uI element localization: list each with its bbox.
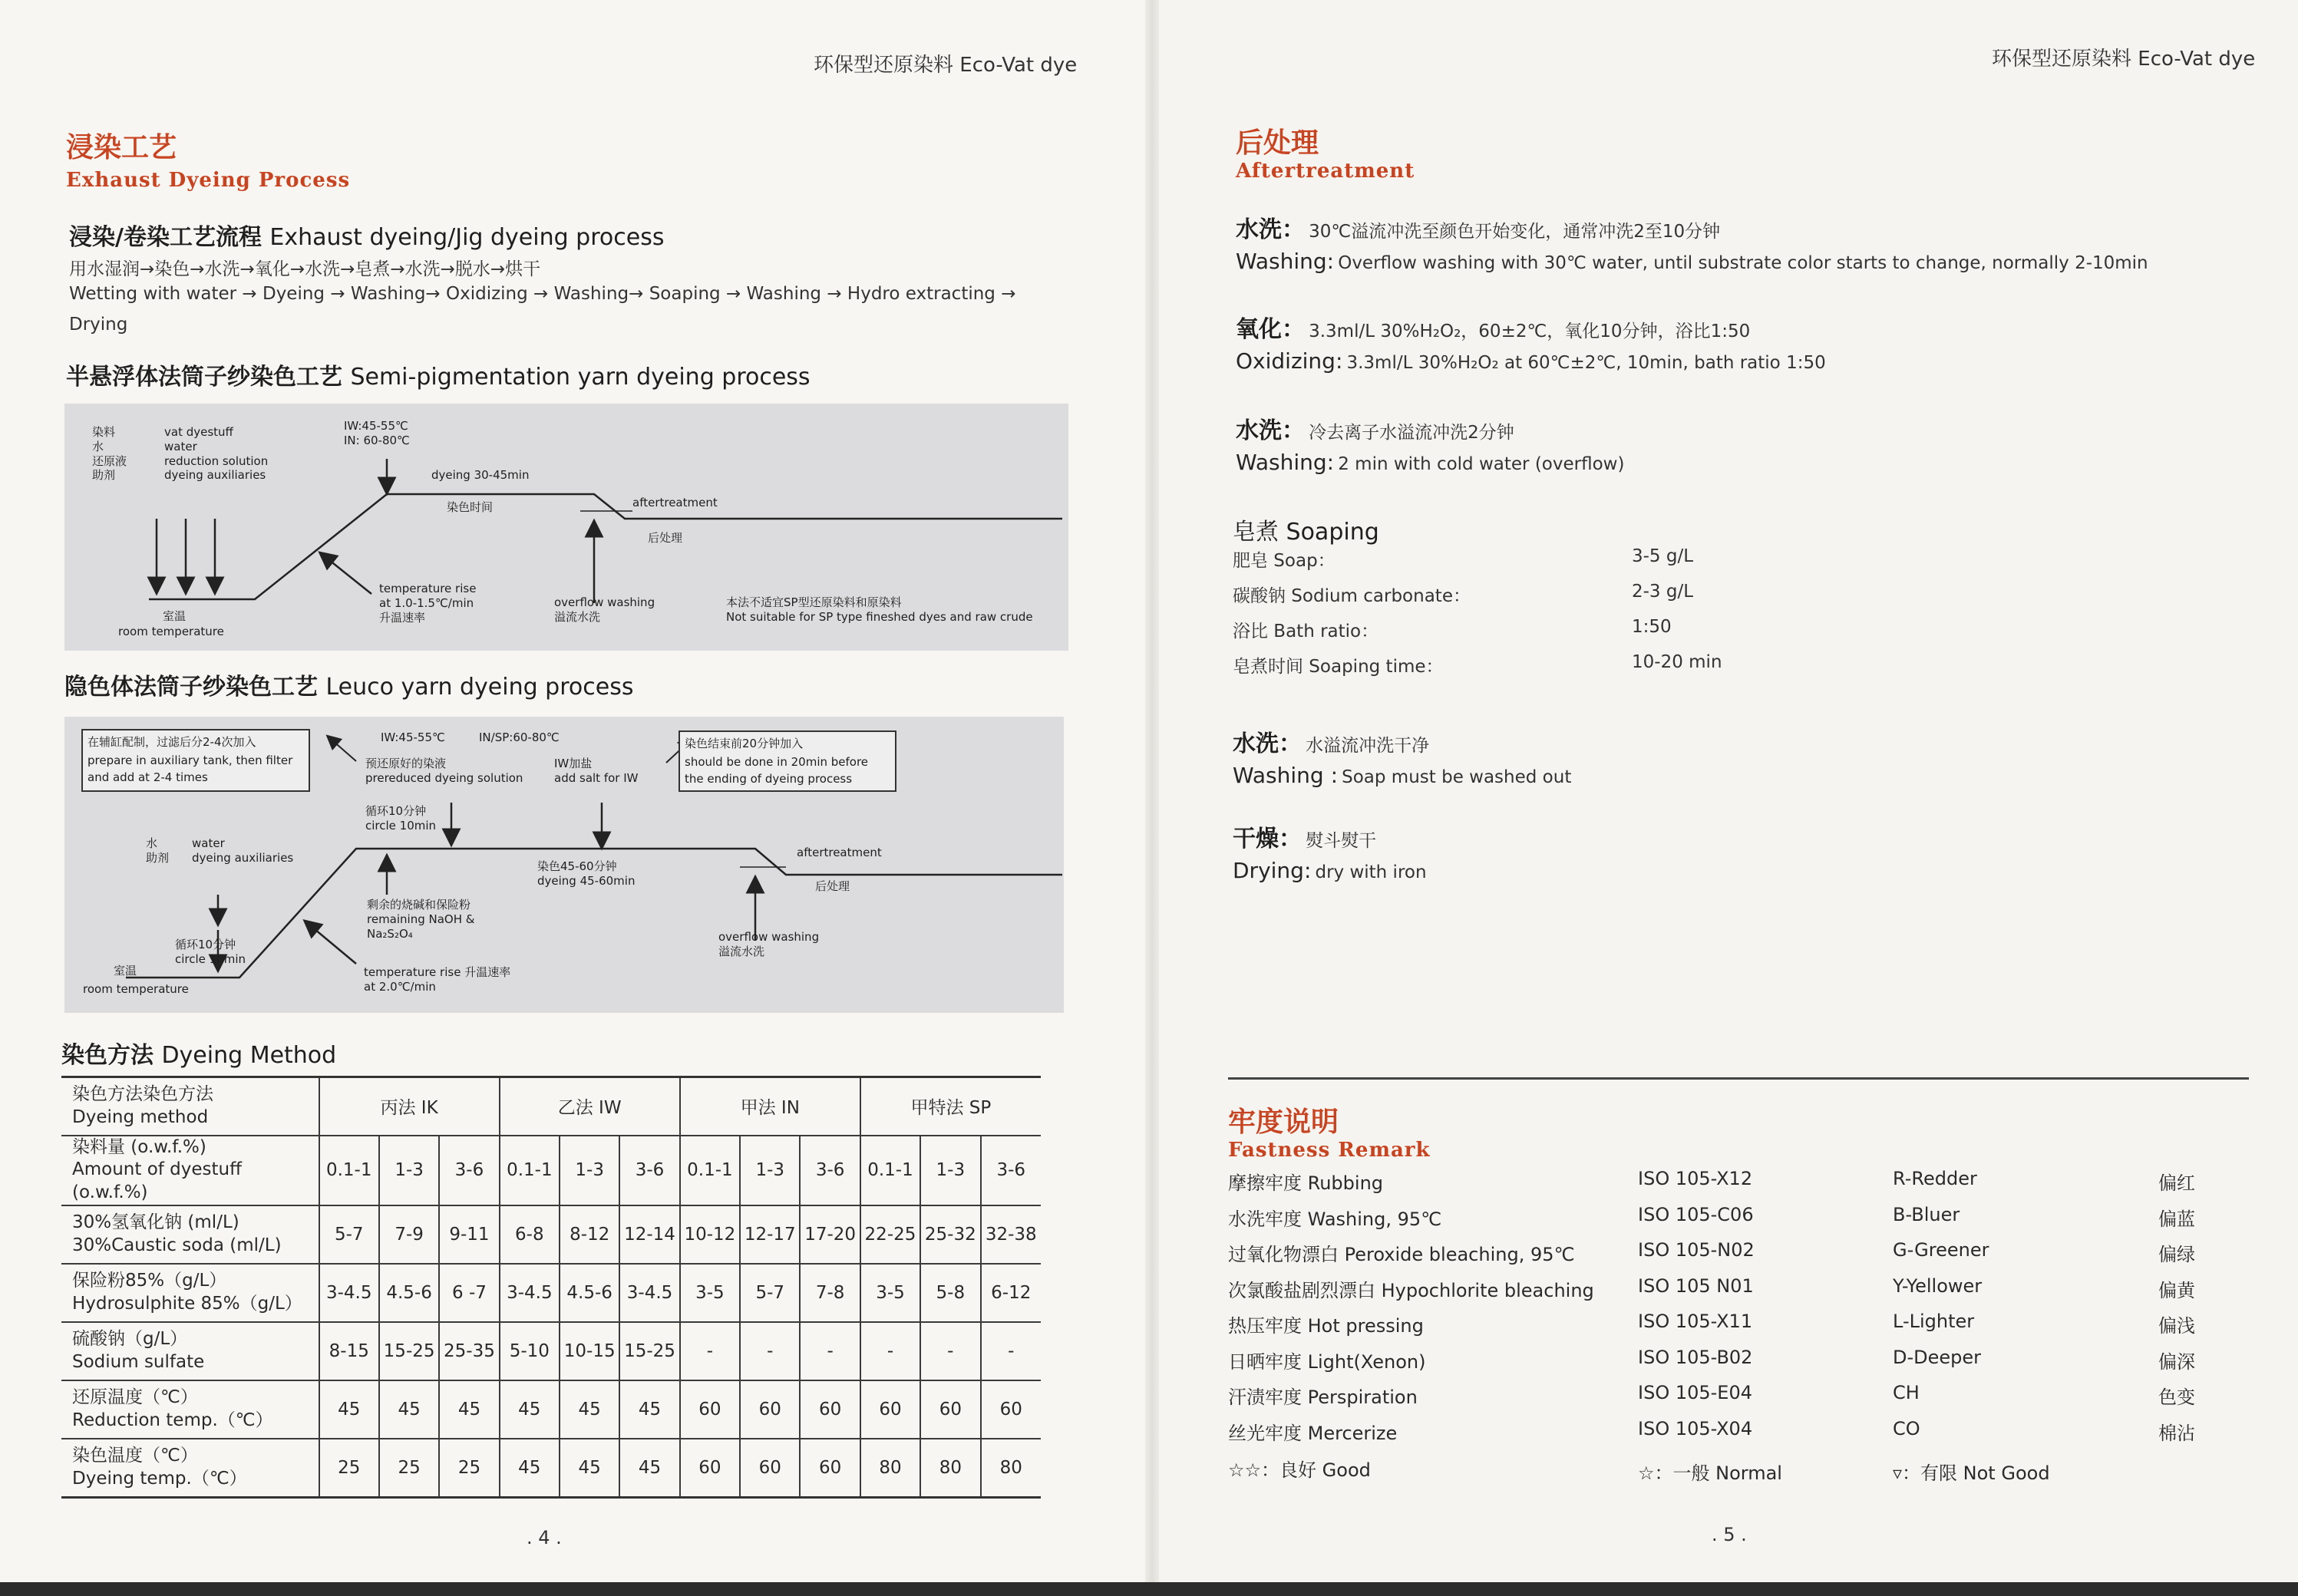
dyeing-method-table bbox=[61, 1076, 1041, 1499]
table-cell: 4.5-6 bbox=[379, 1264, 439, 1322]
leuco-diagram bbox=[64, 717, 1064, 1013]
table-cell: 60 bbox=[680, 1439, 740, 1497]
table-cell: 45 bbox=[500, 1439, 560, 1497]
washing2: 水洗： 冷去离子水溢流冲洗2分钟 Washing: 2 min with cold water (overflow) bbox=[1236, 417, 1625, 475]
fastness-cn: 色变 bbox=[2158, 1387, 2195, 1408]
row-label: 硫酸钠（g/L） Sodium sulfate bbox=[61, 1322, 319, 1380]
table-row bbox=[61, 1322, 1041, 1380]
table-cell: 3-5 bbox=[860, 1264, 920, 1322]
table-cell: 5-10 bbox=[500, 1322, 560, 1380]
section-title-en: Exhaust Dyeing Process bbox=[66, 169, 351, 192]
table-cell: 25 bbox=[379, 1439, 439, 1497]
table-cell: 12-14 bbox=[619, 1205, 679, 1264]
table-cell: 25 bbox=[319, 1439, 379, 1497]
table-cell: 45 bbox=[560, 1439, 619, 1497]
table-cell: 6 -7 bbox=[439, 1264, 499, 1322]
aftertreatment-en: aftertreatment bbox=[797, 846, 882, 859]
fastness-cn: 偏绿 bbox=[2158, 1244, 2195, 1265]
fastness-iso: ISO 105-X04 bbox=[1638, 1417, 1753, 1439]
fastness-iso: ISO 105-X12 bbox=[1638, 1168, 1753, 1189]
section-title-en: Aftertreatment bbox=[1236, 160, 1415, 183]
page-number: . 4 . bbox=[527, 1527, 562, 1548]
fastness-code: G-Greener bbox=[1893, 1239, 1989, 1261]
soaping-row bbox=[1233, 652, 1770, 688]
fastness-row bbox=[1228, 1347, 2226, 1383]
water-aux-cn: 水 助剂 bbox=[146, 836, 170, 865]
table-cell: 45 bbox=[379, 1380, 439, 1439]
aftertreatment-en: aftertreatment bbox=[632, 496, 718, 509]
dyeing-method-title: 染色方法 Dyeing Method bbox=[61, 1042, 337, 1069]
fastness-cn: 偏蓝 bbox=[2158, 1208, 2195, 1230]
table-cell: 60 bbox=[740, 1380, 800, 1439]
fastness-iso: ISO 105-N02 bbox=[1638, 1239, 1755, 1261]
table-cell: 60 bbox=[860, 1380, 920, 1439]
table-cell: 60 bbox=[920, 1380, 980, 1439]
fastness-list bbox=[1228, 1168, 2226, 1453]
fastness-name: 次氯酸盐剧烈漂白 Hypochlorite bleaching bbox=[1228, 1279, 1594, 1301]
table-cell: 7-9 bbox=[379, 1205, 439, 1264]
fastness-iso: ISO 105-E04 bbox=[1638, 1382, 1753, 1403]
table-cell: 60 bbox=[740, 1439, 800, 1497]
process3-title: 隐色体法筒子纱染色工艺 Leuco yarn dyeing process bbox=[64, 674, 634, 701]
fastness-row bbox=[1228, 1418, 2226, 1454]
prereduced-label: 预还原好的染液 prereduced dyeing solution bbox=[365, 757, 523, 785]
table-cell: 25 bbox=[439, 1439, 499, 1497]
table-cell: 60 bbox=[981, 1380, 1041, 1439]
table-cell: - bbox=[740, 1322, 800, 1380]
fastness-cn: 偏红 bbox=[2158, 1172, 2195, 1194]
temp-rise-label: temperature rise at 1.0-1.5℃/min 升温速率 bbox=[379, 582, 477, 625]
salt-label: IW加盐 add salt for IW bbox=[554, 757, 639, 785]
note-box-auxiliary: 在辅缸配制，过滤后分2-4次加入 prepare in auxiliary tank, then filter and add at 2-4 times bbox=[81, 729, 310, 792]
page-number: . 5 . bbox=[1712, 1524, 1747, 1545]
dyeing-time-cn: 染色时间 bbox=[447, 500, 494, 514]
temp-label: IW:45-55℃ IN: 60-80℃ bbox=[344, 419, 410, 447]
row-label: 30%氢氧化钠 (ml/L) 30%Caustic soda (ml/L) bbox=[61, 1205, 319, 1264]
fastness-title-en: Fastness Remark bbox=[1228, 1139, 1431, 1162]
table-cell: 4.5-6 bbox=[560, 1264, 619, 1322]
fastness-row bbox=[1228, 1275, 2226, 1311]
table-row bbox=[61, 1205, 1041, 1264]
table-cell: 1-3 bbox=[920, 1136, 980, 1206]
table-cell: 45 bbox=[560, 1380, 619, 1439]
row-label: 还原温度（℃） Reduction temp.（℃） bbox=[61, 1380, 319, 1439]
temp-iw: IW:45-55℃ bbox=[381, 730, 445, 744]
table-cell: 0.1-1 bbox=[500, 1136, 560, 1206]
soaping-list bbox=[1233, 546, 1770, 688]
dyeing-duration: 染色45-60分钟 dyeing 45-60min bbox=[537, 859, 636, 888]
chem-cn-list: 染料 水 还原液 助剂 bbox=[92, 425, 127, 483]
temp-rise-label: temperature rise 升温速率 at 2.0℃/min bbox=[364, 965, 511, 994]
semi-pigmentation-diagram bbox=[64, 404, 1068, 651]
method-ik: 丙法 IK bbox=[319, 1077, 500, 1136]
fastness-code: CO bbox=[1893, 1417, 1920, 1439]
soaping-value: 3-5 g/L bbox=[1632, 546, 1694, 566]
right-page bbox=[1151, 0, 2298, 1596]
soaping-value: 2-3 g/L bbox=[1632, 582, 1694, 602]
table-cell: 3-4.5 bbox=[500, 1264, 560, 1322]
table-cell: 3-6 bbox=[619, 1136, 679, 1206]
note-box-ending: 染色结束前20分钟加入 should be done in 20min before the ending of dyeing process bbox=[679, 730, 896, 792]
fastness-iso: ISO 105-X11 bbox=[1638, 1311, 1753, 1332]
fastness-code: B-Bluer bbox=[1893, 1203, 1960, 1225]
drying: 干燥： 熨斗熨干 Drying: dry with iron bbox=[1233, 826, 1427, 883]
table-cell: 0.1-1 bbox=[860, 1136, 920, 1206]
fastness-name: 过氧化物漂白 Peroxide bleaching, 95℃ bbox=[1228, 1244, 1575, 1265]
circle-label: 循环10分钟 circle 10min bbox=[365, 804, 437, 833]
fastness-row bbox=[1228, 1311, 2226, 1347]
oxidizing: 氧化： 3.3ml/L 30%H₂O₂，60±2℃，氧化10分钟，浴比1:50 Oxidizing: 3.3ml/L 30%H₂O₂ at 60℃±2℃, 10min, bath ratio 1:50 bbox=[1236, 316, 1826, 374]
table-cell: 1-3 bbox=[740, 1136, 800, 1206]
table-cell: 80 bbox=[860, 1439, 920, 1497]
table-cell: 25-35 bbox=[439, 1322, 499, 1380]
section-title-cn: 浸染工艺 bbox=[66, 132, 177, 163]
row-label: 染色温度（℃） Dyeing temp.（℃） bbox=[61, 1439, 319, 1497]
page-header: 环保型还原染料 Eco-Vat dye bbox=[1992, 48, 2256, 71]
table-cell: 60 bbox=[800, 1439, 860, 1497]
room-temp-cn: 室温 bbox=[114, 964, 137, 978]
soaping-row bbox=[1233, 582, 1770, 617]
soaping-label: 碳酸钠 Sodium carbonate： bbox=[1233, 586, 1471, 606]
table-cell: 5-7 bbox=[319, 1205, 379, 1264]
legend-not-good: ▿：有限 Not Good bbox=[1893, 1462, 2050, 1484]
room-temp-en: room temperature bbox=[83, 982, 189, 996]
table-cell: - bbox=[680, 1322, 740, 1380]
table-cell: 10-12 bbox=[680, 1205, 740, 1264]
fastness-title-cn: 牢度说明 bbox=[1228, 1106, 1339, 1138]
temp-in: IN/SP:60-80℃ bbox=[479, 730, 560, 744]
fastness-iso: ISO 105-B02 bbox=[1638, 1346, 1753, 1368]
fastness-name: 摩擦牢度 Rubbing bbox=[1228, 1172, 1384, 1194]
process1-title: 浸染/卷染工艺流程 Exhaust dyeing/Jig dyeing process bbox=[69, 224, 665, 251]
soaping-title: 皂煮 Soaping bbox=[1233, 519, 1379, 546]
fastness-row bbox=[1228, 1382, 2226, 1418]
soaping-row bbox=[1233, 617, 1770, 652]
method-sp: 甲特法 SP bbox=[860, 1077, 1041, 1136]
table-cell: 8-12 bbox=[560, 1205, 619, 1264]
fastness-cn: 棉沾 bbox=[2158, 1422, 2195, 1444]
table-cell: 60 bbox=[800, 1380, 860, 1439]
method-in: 甲法 IN bbox=[680, 1077, 860, 1136]
table-cell: 25-32 bbox=[920, 1205, 980, 1264]
table-cell: 45 bbox=[319, 1380, 379, 1439]
table-cell: 12-17 bbox=[740, 1205, 800, 1264]
fastness-name: 日晒牢度 Light(Xenon) bbox=[1228, 1350, 1426, 1373]
table-cell: 80 bbox=[981, 1439, 1041, 1497]
legend-normal: ☆：一般 Normal bbox=[1638, 1462, 1782, 1484]
table-cell: 1-3 bbox=[379, 1136, 439, 1206]
table-header-label: 染色方法染色方法 Dyeing method bbox=[61, 1077, 319, 1136]
table-cell: - bbox=[800, 1322, 860, 1380]
soaping-label: 肥皂 Soap： bbox=[1233, 551, 1336, 571]
table-cell: 7-8 bbox=[800, 1264, 860, 1322]
table-cell: - bbox=[920, 1322, 980, 1380]
fastness-code: Y-Yellower bbox=[1893, 1274, 1983, 1297]
washing1: 水洗： 30℃溢流冲洗至颜色开始变化，通常冲洗2至10分钟 Washing: Overflow washing with 30℃ water, until substrate color starts to change, normally 2-10min bbox=[1236, 216, 2148, 274]
divider bbox=[1228, 1077, 2249, 1080]
table-cell: 17-20 bbox=[800, 1205, 860, 1264]
fastness-code: R-Redder bbox=[1893, 1168, 1977, 1189]
table-cell: 3-4.5 bbox=[319, 1264, 379, 1322]
table-cell: 60 bbox=[680, 1380, 740, 1439]
fastness-name: 水洗牢度 Washing, 95℃ bbox=[1228, 1208, 1442, 1230]
table-cell: 80 bbox=[920, 1439, 980, 1497]
soaping-value: 10-20 min bbox=[1632, 652, 1722, 672]
note-label: 本法不适宜SP型还原染料和原染料 Not suitable for SP type fineshed dyes and raw crude bbox=[726, 595, 1033, 624]
fastness-code: CH bbox=[1893, 1382, 1920, 1403]
table-cell: 3-6 bbox=[981, 1136, 1041, 1206]
fastness-row bbox=[1228, 1239, 2226, 1275]
soaping-label: 皂煮时间 Soaping time： bbox=[1233, 657, 1444, 677]
fastness-row bbox=[1228, 1204, 2226, 1240]
fastness-row bbox=[1228, 1168, 2226, 1204]
fastness-name: 丝光牢度 Mercerize bbox=[1228, 1422, 1398, 1444]
book-spine bbox=[1145, 0, 1159, 1596]
scan-edge bbox=[0, 1582, 2298, 1596]
table-cell: 3-6 bbox=[439, 1136, 499, 1206]
table-cell: 0.1-1 bbox=[680, 1136, 740, 1206]
table-header-row bbox=[61, 1077, 1041, 1136]
table-cell: 45 bbox=[619, 1439, 679, 1497]
process2-title: 半悬浮体法筒子纱染色工艺 Semi-pigmentation yarn dyeing process bbox=[66, 364, 811, 391]
circle2-label: 循环10分钟 circle 10min bbox=[175, 938, 246, 966]
table-cell: 1-3 bbox=[560, 1136, 619, 1206]
table-cell: 15-25 bbox=[379, 1322, 439, 1380]
fastness-code: L-Lighter bbox=[1893, 1311, 1975, 1332]
section-title-cn: 后处理 bbox=[1236, 127, 1319, 159]
row-label: 染料量 (o.w.f.%) Amount of dyestuff (o.w.f.%) bbox=[61, 1136, 319, 1206]
table-cell: - bbox=[981, 1322, 1041, 1380]
room-temp-cn: 室温 bbox=[163, 609, 187, 623]
overflow-label: overflow washing 溢流水洗 bbox=[554, 595, 655, 624]
table-row bbox=[61, 1136, 1041, 1206]
fastness-cn: 偏黄 bbox=[2158, 1279, 2195, 1301]
fastness-iso: ISO 105-C06 bbox=[1638, 1203, 1754, 1225]
fastness-code: D-Deeper bbox=[1893, 1346, 1982, 1368]
table-cell: 5-8 bbox=[920, 1264, 980, 1322]
remaining-label: 剩余的烧碱和保险粉 remaining NaOH & Na₂S₂O₄ bbox=[367, 898, 475, 941]
soaping-label: 浴比 Bath ratio： bbox=[1233, 622, 1379, 641]
dyeing-time-en: dyeing 30-45min bbox=[431, 468, 530, 482]
table-cell: 3-5 bbox=[680, 1264, 740, 1322]
table-cell: 10-15 bbox=[560, 1322, 619, 1380]
fastness-cn: 偏浅 bbox=[2158, 1315, 2195, 1337]
process1-steps-cn: 用水湿润→染色→水洗→氧化→水洗→皂煮→水洗→脱水→烘干 bbox=[69, 259, 541, 279]
water-aux-en: water dyeing auxiliaries bbox=[192, 836, 294, 865]
table-row bbox=[61, 1380, 1041, 1439]
method-iw: 乙法 IW bbox=[500, 1077, 680, 1136]
row-label: 保险粉85%（g/L） Hydrosulphite 85%（g/L） bbox=[61, 1264, 319, 1322]
fastness-name: 热压牢度 Hot pressing bbox=[1228, 1315, 1424, 1337]
table-cell: 5-7 bbox=[740, 1264, 800, 1322]
table-row bbox=[61, 1439, 1041, 1497]
table-cell: 6-12 bbox=[981, 1264, 1041, 1322]
overflow-label: overflow washing 溢流水洗 bbox=[718, 930, 820, 958]
aftertreatment-cn: 后处理 bbox=[648, 531, 683, 545]
chem-en-list: vat dyestuff water reduction solution dyeing auxiliaries bbox=[164, 425, 269, 483]
table-cell: - bbox=[860, 1322, 920, 1380]
page-header: 环保型还原染料 Eco-Vat dye bbox=[814, 54, 1078, 77]
soaping-value: 1:50 bbox=[1632, 617, 1672, 637]
room-temp-en: room temperature bbox=[118, 625, 224, 638]
fastness-cn: 偏深 bbox=[2158, 1350, 2195, 1373]
soaping-row bbox=[1233, 546, 1770, 582]
fastness-name: 汗渍牢度 Perspiration bbox=[1228, 1387, 1418, 1408]
process1-steps-en-2: Drying bbox=[69, 315, 128, 335]
table-cell: 0.1-1 bbox=[319, 1136, 379, 1206]
washing3: 水洗： 水溢流冲洗干净 Washing : Soap must be washed out bbox=[1233, 730, 1572, 788]
process1-steps-en: Wetting with water → Dyeing → Washing→ Oxidizing → Washing→ Soaping → Washing → Hydro extracting → bbox=[69, 284, 1016, 304]
table-cell: 45 bbox=[500, 1380, 560, 1439]
table-cell: 15-25 bbox=[619, 1322, 679, 1380]
table-cell: 9-11 bbox=[439, 1205, 499, 1264]
aftertreatment-cn: 后处理 bbox=[815, 879, 850, 893]
table-row bbox=[61, 1264, 1041, 1322]
table-cell: 3-4.5 bbox=[619, 1264, 679, 1322]
table-cell: 32-38 bbox=[981, 1205, 1041, 1264]
table-cell: 6-8 bbox=[500, 1205, 560, 1264]
table-cell: 8-15 bbox=[319, 1322, 379, 1380]
table-cell: 3-6 bbox=[800, 1136, 860, 1206]
fastness-iso: ISO 105 N01 bbox=[1638, 1274, 1754, 1297]
table-cell: 45 bbox=[439, 1380, 499, 1439]
legend-good: ☆☆：良好 Good bbox=[1228, 1459, 1371, 1481]
table-cell: 22-25 bbox=[860, 1205, 920, 1264]
table-cell: 45 bbox=[619, 1380, 679, 1439]
